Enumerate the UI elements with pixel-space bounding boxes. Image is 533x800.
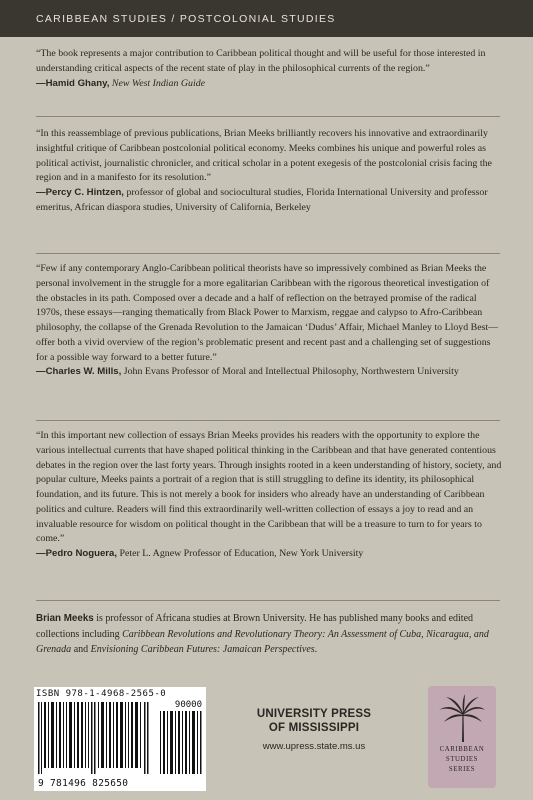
blurb-1	[36, 47, 502, 91]
publisher-name-line1: UNIVERSITY PRESS	[256, 708, 372, 720]
bio-text: .	[314, 644, 318, 655]
blurb-author: —Charles W. Mills,	[36, 366, 122, 378]
bio-book-title: Caribbean Revolutions and Revolutionary Theory: An Assessment of Cuba, Nicaragua, and Grenada	[36, 628, 489, 655]
blurb-attribution	[36, 77, 502, 92]
header-band	[0, 0, 533, 37]
divider	[36, 253, 500, 254]
isbn-barcode	[34, 687, 206, 791]
bio-text: and	[71, 644, 91, 655]
blurb-4	[36, 429, 502, 562]
publisher-name-line2: OF MISSISSIPPI	[268, 722, 360, 734]
bio-name: Brian Meeks	[36, 613, 94, 624]
blurb-affiliation: New West Indian Guide	[111, 77, 206, 89]
publisher-logo	[250, 707, 378, 735]
blurb-author: —Pedro Noguera,	[36, 548, 118, 559]
publisher-url: www.upress.state.ms.us	[262, 741, 366, 752]
author-bio	[36, 611, 502, 658]
bio-book-title: Envisioning Caribbean Futures: Jamaican Perspectives	[90, 644, 315, 655]
blurb-3	[36, 262, 502, 380]
divider	[36, 420, 500, 421]
series-label	[428, 745, 496, 775]
series-label-line2: STUDIES	[445, 756, 479, 763]
blurb-attribution	[36, 547, 502, 562]
blurb-affiliation: Peter L. Agnew Professor of Education, New York University	[119, 548, 364, 559]
blurb-quote: “In this reassemblage of previous publications, Brian Meeks brilliantly recovers his innovative and extraordinarily insightful critique of Caribbean postcolonial political economy. Meeks combines his unique and powerful roles as political activist, journalistic chronicler, and critical scholar in a potent exegesis of the postcolonial crisis facing the region and in a manifesto for its resolution.”	[36, 128, 492, 184]
divider	[36, 600, 500, 601]
blurb-affiliation: John Evans Professor of Moral and Intellectual Philosophy, Northwestern University	[123, 366, 459, 378]
series-logo	[428, 686, 496, 788]
blurb-attribution	[36, 186, 502, 216]
bio-text: is professor of Africana studies at Brown University. He has published many books and edited collections including	[36, 613, 474, 640]
blurb-attribution	[36, 365, 502, 380]
palm-icon	[437, 694, 487, 744]
blurb-quote: “Few if any contemporary Anglo-Caribbean political theorists have so impressively combined as Brian Meeks the personal involvement in the struggle for a more egalitarian Caribbean with the rigorous theoretical investigation of the obstacles in its path. Composed over a decade and a half of reflection on the betrayed promise of the radical 1970s, these essays—ranging thematically from Black Power to Marxism, reggae and calypso to Afro-Caribbean philosophy, the collapse of the Grenada Revolution to the Jamaican ‘Dudus’ Affair, Michael Manley to Lloyd Best—offer both a vivid overview of the region’s problematic present and recent past and a challenging set of suggestions for a possible way forward to a better future.”	[36, 263, 499, 363]
price-addon-digits: 90000	[174, 700, 202, 710]
blurb-affiliation: professor of global and sociocultural studies, Florida International University and professor emeritus, African diaspora studies, University of California, Berkeley	[36, 187, 488, 213]
blurb-author: —Hamid Ghany,	[36, 77, 110, 89]
blurb-quote: “The book represents a major contribution to Caribbean political thought and will be useful for those interested in understanding critical aspects of the recent state of play in the philosophical currents of the region.”	[36, 48, 486, 74]
blurb-quote: “In this important new collection of essays Brian Meeks provides his readers with the opportunity to explore the various intellectual currents that have shaped political thinking in the Caribbean and that have generated contentious debates in the region over the last forty years. Through insights rooted in a keen understanding of history, society, and popular culture, Meeks paints a portrait of a region that is still struggling to define its identity, its philosophical foundation, and its future. This is not merely a book for insiders who already have an understanding of Caribbean politics and culture. Readers will find this extraordinarily well-written collection of essays a joy to read and an invaluable resource for wisdom on political thought in the Caribbean that will be a treasure to turn to for years to come.”	[36, 430, 502, 545]
blurb-2	[36, 127, 502, 216]
isbn-digits: 9 781496 825650	[38, 778, 129, 789]
category-label: CARIBBEAN STUDIES / POSTCOLONIAL STUDIES	[36, 13, 336, 25]
blurb-author: —Percy C. Hintzen,	[36, 187, 124, 198]
main-barcode-bars	[38, 702, 152, 774]
series-label-line3: SERIES	[448, 766, 476, 773]
series-label-line1: CARIBBEAN	[439, 746, 485, 753]
addon-barcode-bars	[160, 711, 202, 774]
isbn-label: ISBN 978-1-4968-2565-0	[36, 689, 167, 699]
divider	[36, 116, 500, 117]
